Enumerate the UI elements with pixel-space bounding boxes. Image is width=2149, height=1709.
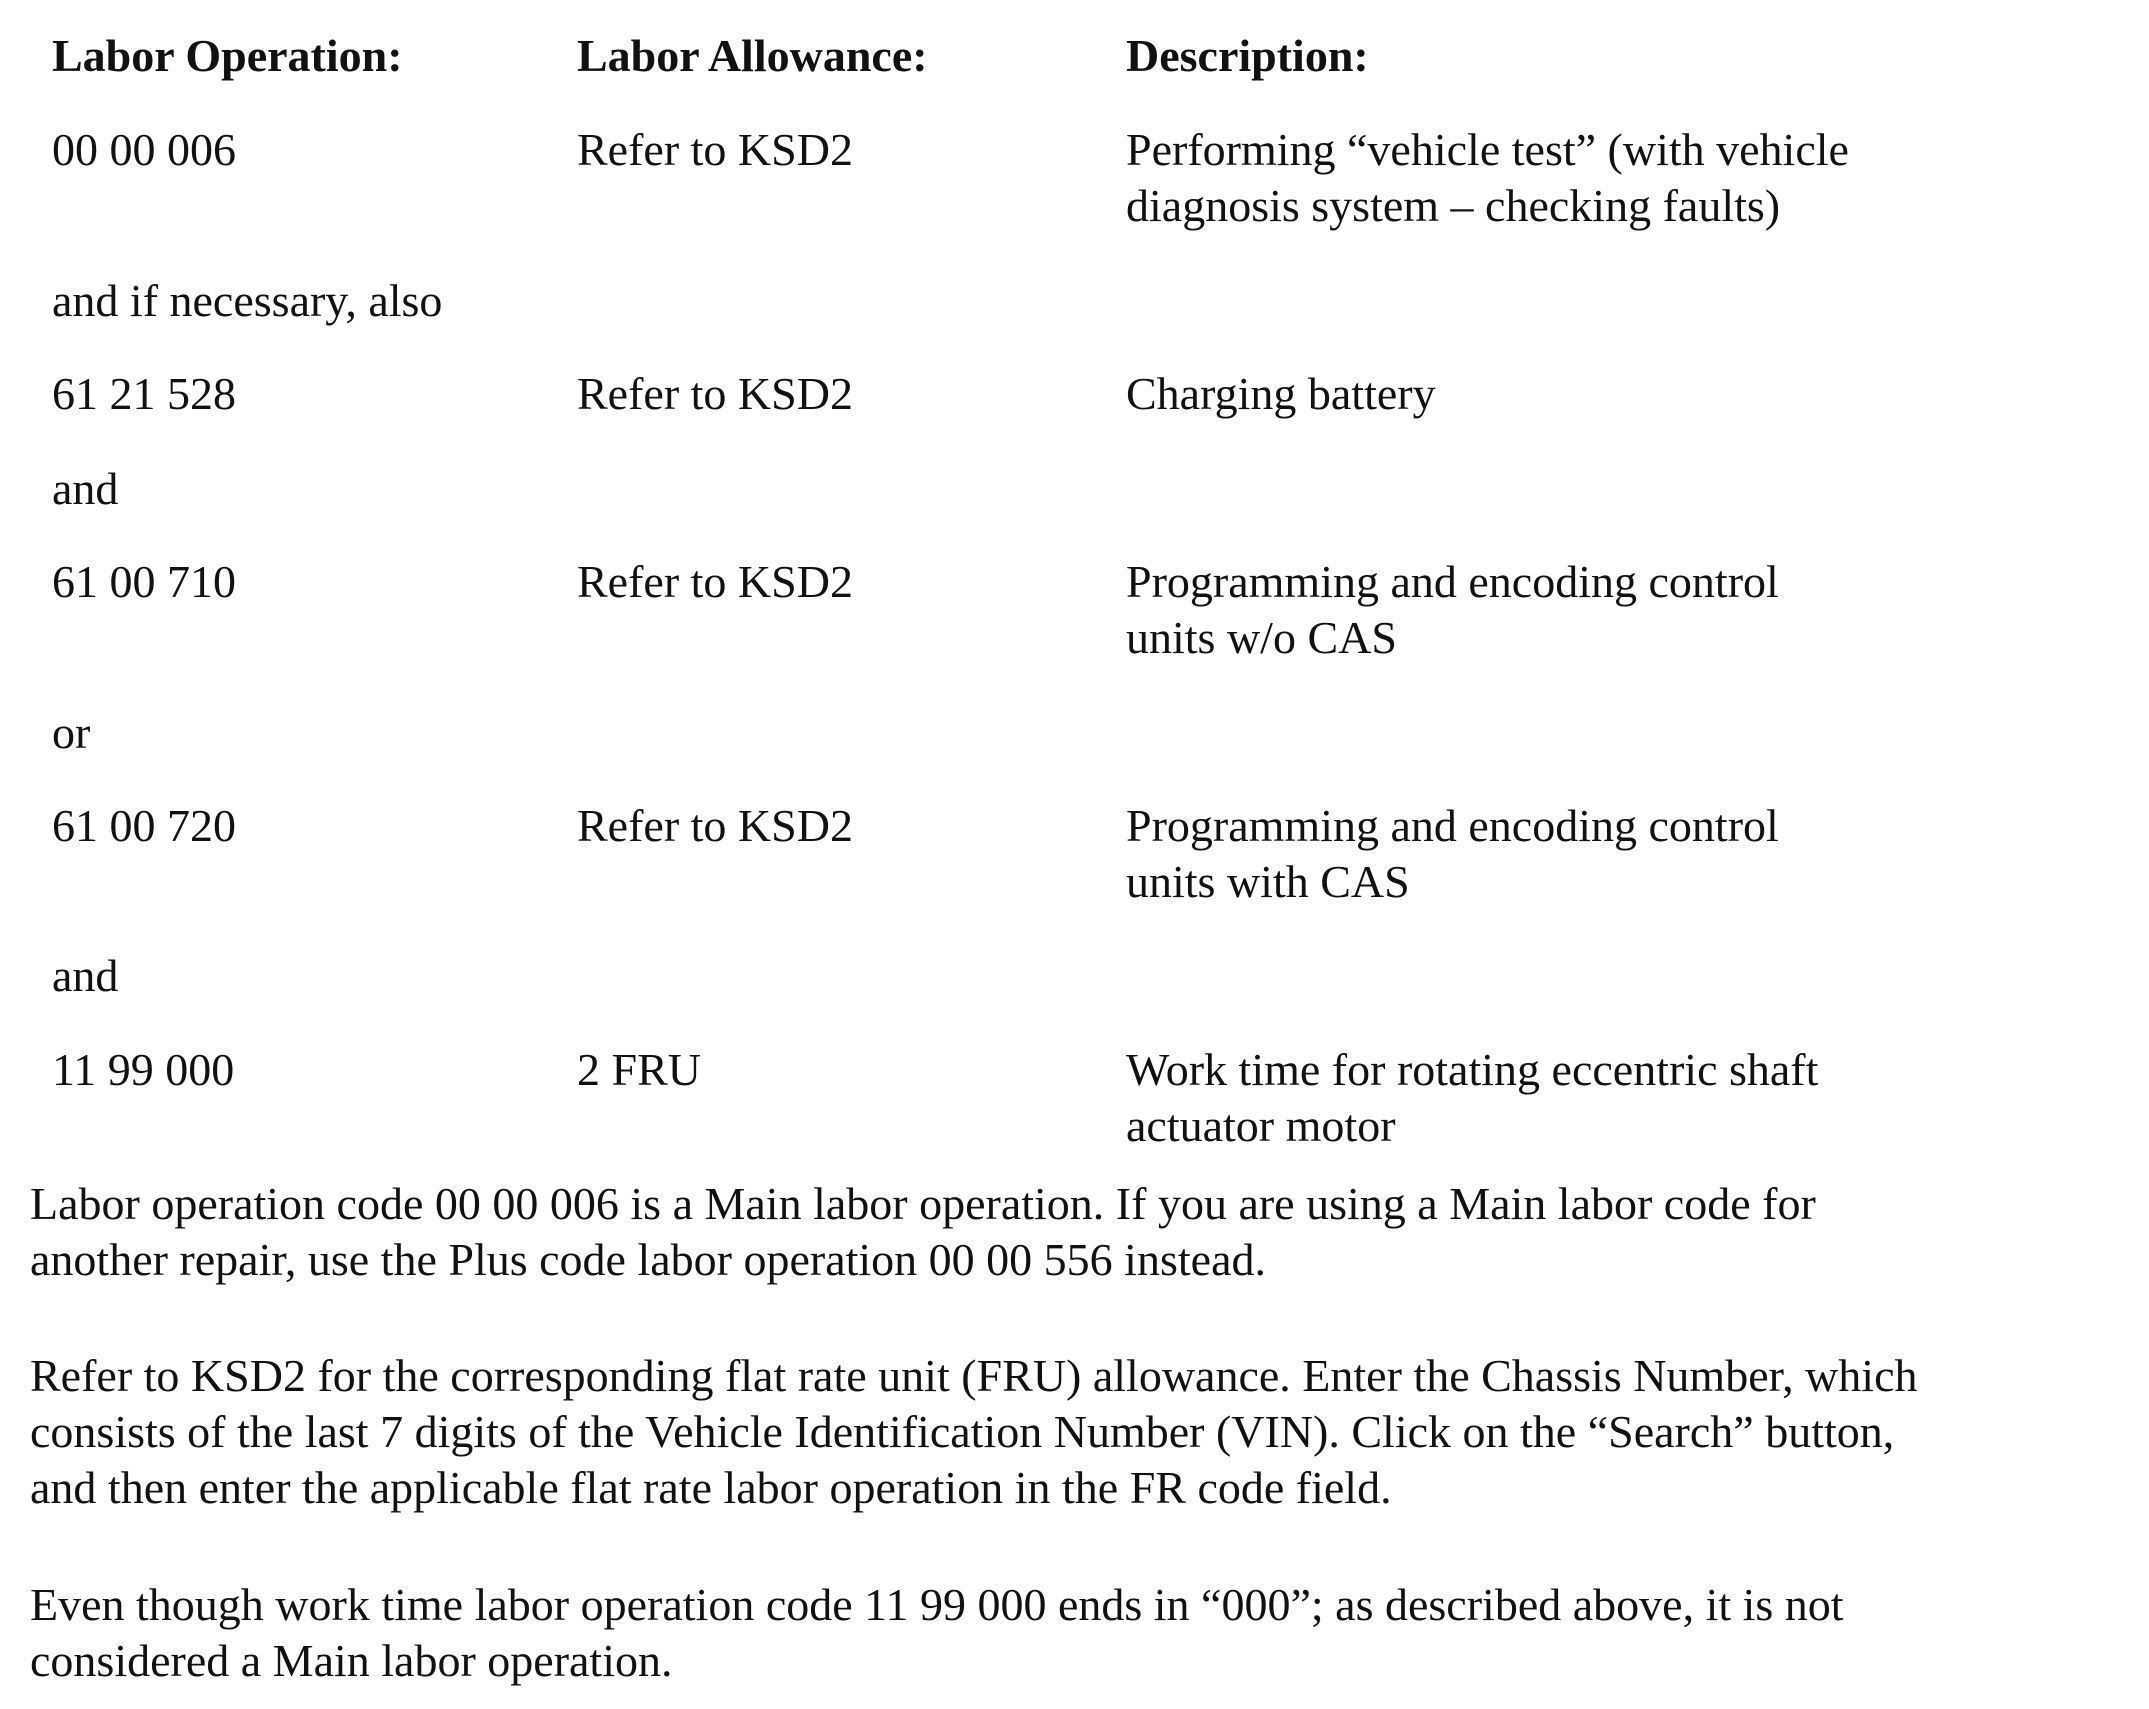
row-4-allowance: Refer to KSD2 bbox=[577, 800, 853, 851]
row-1-code: 00 00 006 bbox=[52, 124, 236, 175]
note-paragraph-2-line2: consists of the last 7 digits of the Vehicle Identification Number (VIN). Click on the “Search” button, bbox=[30, 1406, 1895, 1457]
connector-or: or bbox=[52, 707, 91, 758]
row-4-code: 61 00 720 bbox=[52, 800, 236, 851]
row-1-description-line2: diagnosis system – checking faults) bbox=[1126, 180, 1781, 231]
row-2-code: 61 21 528 bbox=[52, 368, 236, 419]
row-5-description-line2: actuator motor bbox=[1126, 1100, 1396, 1151]
note-paragraph-2-line3: and then enter the applicable flat rate labor operation in the FR code field. bbox=[30, 1462, 1392, 1513]
row-5-description-line1: Work time for rotating eccentric shaft bbox=[1126, 1044, 1819, 1095]
connector-and-2: and bbox=[52, 950, 119, 1001]
row-5-code: 11 99 000 bbox=[52, 1044, 235, 1095]
row-2-allowance: Refer to KSD2 bbox=[577, 368, 853, 419]
header-description: Description: bbox=[1126, 30, 1369, 81]
row-1-allowance: Refer to KSD2 bbox=[577, 124, 853, 175]
row-4-description-line1: Programming and encoding control bbox=[1126, 800, 1779, 851]
note-paragraph-1-line1: Labor operation code 00 00 006 is a Main labor operation. If you are using a Main labor code for bbox=[30, 1178, 1816, 1229]
row-3-code: 61 00 710 bbox=[52, 556, 236, 607]
header-labor-allowance: Labor Allowance: bbox=[577, 30, 928, 81]
note-paragraph-1-line2: another repair, use the Plus code labor operation 00 00 556 instead. bbox=[30, 1234, 1266, 1285]
note-paragraph-3-line1: Even though work time labor operation code 11 99 000 ends in “000”; as described above, it is not bbox=[30, 1579, 1844, 1630]
row-3-allowance: Refer to KSD2 bbox=[577, 556, 853, 607]
row-3-description-line2: units w/o CAS bbox=[1126, 612, 1397, 663]
row-1-description-line1: Performing “vehicle test” (with vehicle bbox=[1126, 124, 1849, 175]
row-5-allowance: 2 FRU bbox=[577, 1044, 701, 1095]
row-4-description-line2: units with CAS bbox=[1126, 856, 1410, 907]
header-labor-operation: Labor Operation: bbox=[52, 30, 403, 81]
note-paragraph-2-line1: Refer to KSD2 for the corresponding flat rate unit (FRU) allowance. Enter the Chassis Number, which bbox=[30, 1350, 1918, 1401]
connector-if-necessary: and if necessary, also bbox=[52, 275, 443, 326]
note-paragraph-3-line2: considered a Main labor operation. bbox=[30, 1635, 673, 1686]
row-2-description-line1: Charging battery bbox=[1126, 368, 1436, 419]
connector-and-1: and bbox=[52, 463, 119, 514]
row-3-description-line1: Programming and encoding control bbox=[1126, 556, 1779, 607]
